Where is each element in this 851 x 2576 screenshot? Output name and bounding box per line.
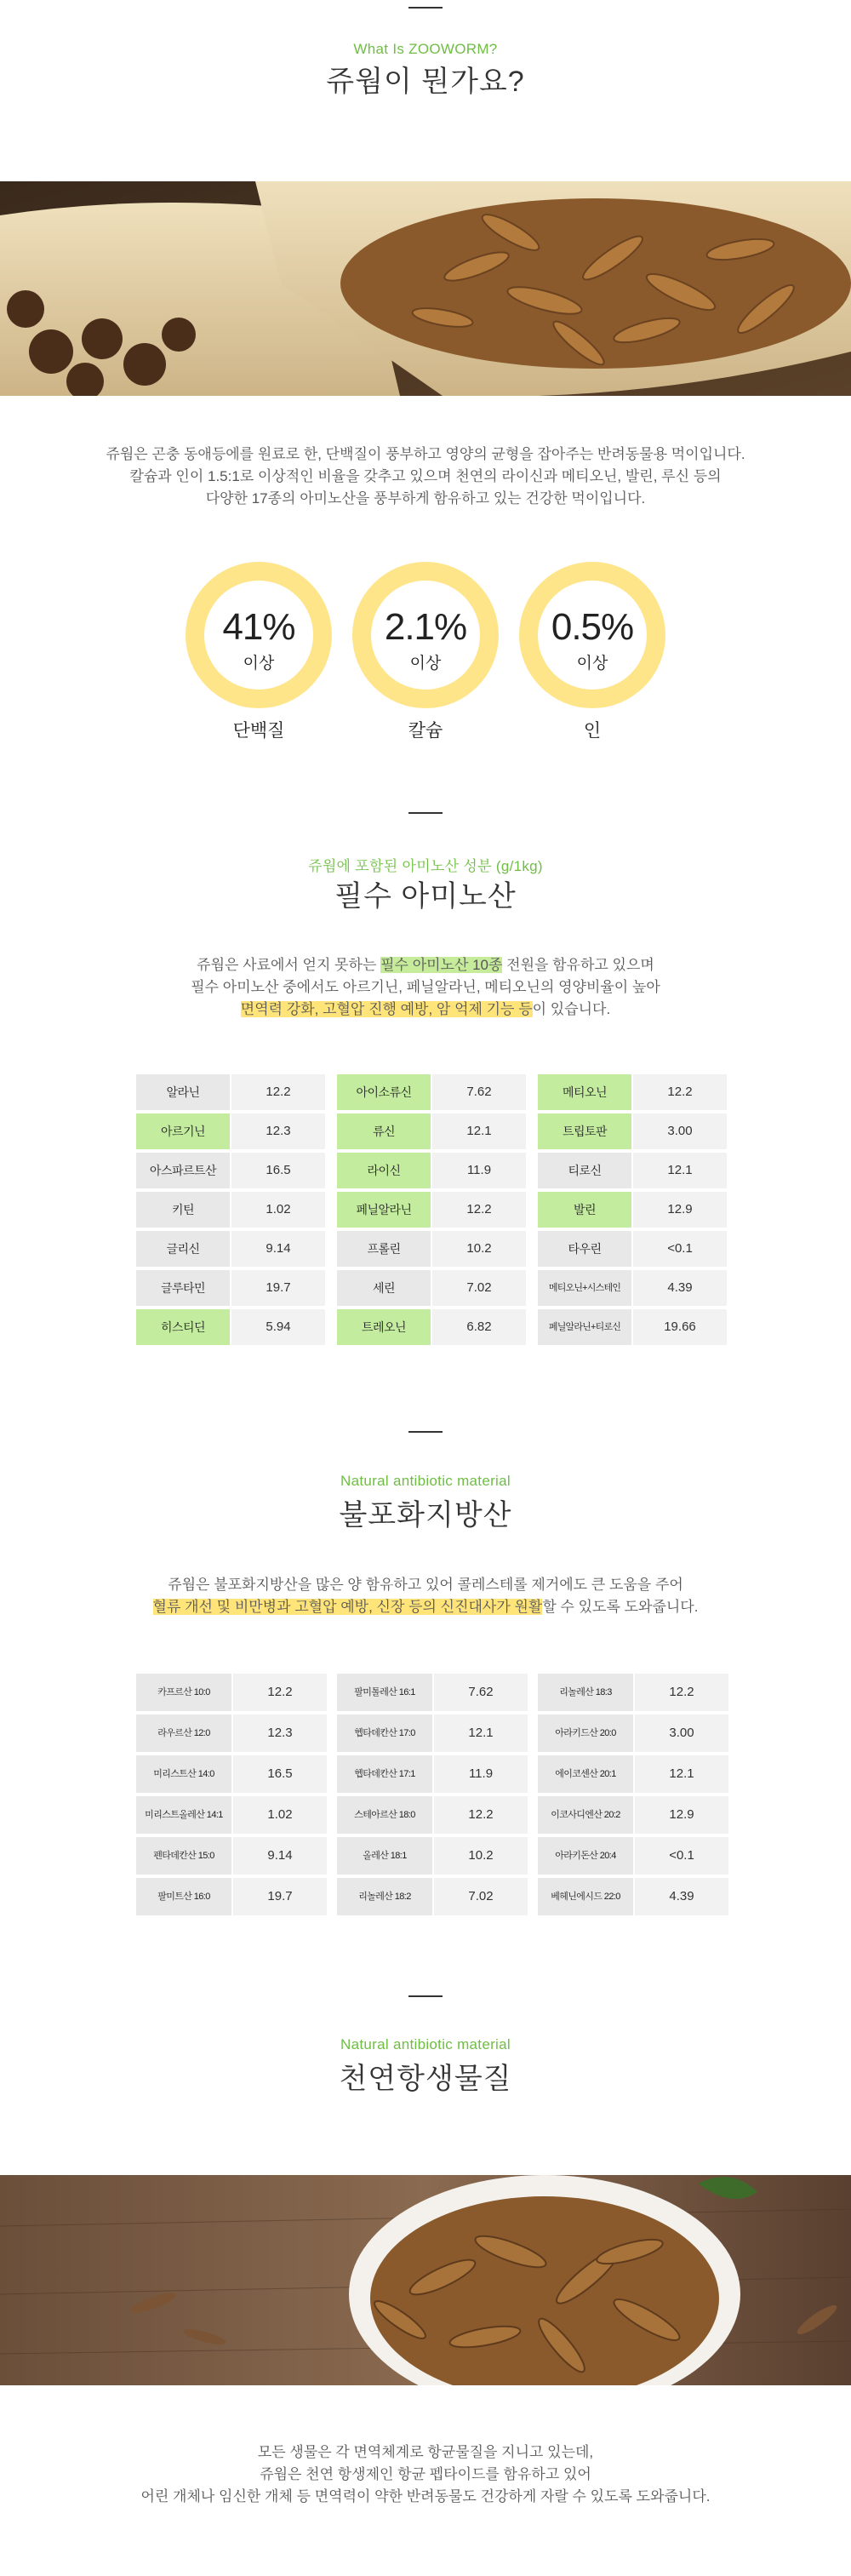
amino-acid-value: 12.2 bbox=[633, 1074, 727, 1110]
amino-acid-name: 발린 bbox=[538, 1192, 631, 1228]
nutrient-label-protein: 단백질 bbox=[232, 721, 285, 741]
antibiotic-line-3: 어린 개체나 임신한 개체 등 면역력이 약한 반려동물도 건강하게 자랄 수 있도록 도와줍니다. bbox=[140, 2488, 711, 2504]
amino-acid-name: 라이신 bbox=[337, 1153, 431, 1188]
fatty-acid-name: 펜타데칸산 15:0 bbox=[136, 1837, 231, 1875]
fatty-acid-value: 12.2 bbox=[434, 1796, 528, 1834]
amino-acid-name: 트립토판 bbox=[538, 1113, 631, 1149]
fatty-acid-name: 미리스트산 14:0 bbox=[136, 1755, 231, 1793]
amino-acid-name: 키틴 bbox=[136, 1192, 230, 1228]
nutrient-value: 41% bbox=[222, 606, 295, 648]
amino-acid-name: 메티오닌 bbox=[538, 1074, 631, 1110]
fatty-acid-name: 리놀레산 18:3 bbox=[538, 1674, 633, 1711]
amino-acid-value: 12.3 bbox=[231, 1113, 325, 1149]
amino-line-3: 면역력 강화, 고혈압 진행 예방, 암 억제 기능 등이 있습니다. bbox=[240, 1001, 611, 1017]
fatty-acid-value: 12.3 bbox=[233, 1714, 327, 1752]
amino-acid-value: 7.02 bbox=[432, 1270, 526, 1306]
amino-acid-value: 12.2 bbox=[432, 1192, 526, 1228]
fatty-acid-name: 올레산 18:1 bbox=[337, 1837, 432, 1875]
nutrient-value: 2.1% bbox=[384, 606, 467, 648]
amino-acid-name: 알라닌 bbox=[136, 1074, 230, 1110]
amino-acid-name: 트레오닌 bbox=[337, 1309, 431, 1345]
antibiotic-paragraph bbox=[0, 2441, 851, 2508]
amino-acid-name: 아이소류신 bbox=[337, 1074, 431, 1110]
amino-acid-value: 6.82 bbox=[432, 1309, 526, 1345]
fatty-acid-name: 라우르산 12:0 bbox=[136, 1714, 231, 1752]
amino-acid-name: 페닐알라닌+티로신 bbox=[538, 1309, 631, 1345]
fatty-line-1: 쥬웜은 불포화지방산을 많은 양 함유하고 있어 콜레스테롤 제거에도 큰 도움을 주어 bbox=[168, 1577, 683, 1593]
amino-acid-value: 19.7 bbox=[231, 1270, 325, 1306]
amino-acid-value: 12.9 bbox=[633, 1192, 727, 1228]
intro-line-3: 다양한 17종의 아미노산을 풍부하게 함유하고 있는 건강한 먹이입니다. bbox=[205, 490, 646, 507]
fatty-acid-value: 3.00 bbox=[635, 1714, 728, 1752]
amino-acid-value: 19.66 bbox=[633, 1309, 727, 1345]
section-divider bbox=[408, 812, 443, 814]
antibiotic-subtitle: Natural antibiotic material bbox=[340, 2036, 511, 2052]
fatty-acid-value: 16.5 bbox=[233, 1755, 327, 1793]
amino-acid-value: 12.1 bbox=[633, 1153, 727, 1188]
fatty-paragraph bbox=[0, 1574, 851, 1618]
fatty-acid-name: 리놀레산 18:2 bbox=[337, 1878, 432, 1915]
nutrient-unit: 이상 bbox=[576, 655, 608, 673]
nutrient-circle-phosphorus bbox=[519, 562, 665, 708]
fatty-acid-value: 12.2 bbox=[635, 1674, 728, 1711]
amino-paragraph bbox=[0, 954, 851, 1021]
nutrient-unit: 이상 bbox=[243, 655, 275, 673]
intro-paragraph bbox=[0, 444, 851, 510]
amino-acid-name: 티로신 bbox=[538, 1153, 631, 1188]
amino-acid-name: 글루타민 bbox=[136, 1270, 230, 1306]
fatty-acid-name: 헵타데칸산 17:0 bbox=[337, 1714, 432, 1752]
amino-acid-name: 아스파르트산 bbox=[136, 1153, 230, 1188]
antibiotic-line-2: 쥬웜은 천연 항생제인 항균 펩타이드를 함유하고 있어 bbox=[260, 2466, 591, 2482]
amino-acid-value: 5.94 bbox=[231, 1309, 325, 1345]
amino-subtitle: 쥬웜에 포함된 아미노산 성분 (g/1kg) bbox=[308, 858, 543, 874]
section-divider bbox=[408, 1995, 443, 1997]
nutrient-circle-calcium bbox=[352, 562, 499, 708]
amino-acid-name: 세린 bbox=[337, 1270, 431, 1306]
fatty-acid-value: 12.2 bbox=[233, 1674, 327, 1711]
intro-line-1: 쥬웜은 곤충 동애등에를 원료로 한, 단백질이 풍부하고 영양의 균형을 잡아주는 반려동물용 먹이입니다. bbox=[106, 446, 745, 462]
amino-acid-value: 12.2 bbox=[231, 1074, 325, 1110]
fatty-acid-name: 헵타데칸산 17:1 bbox=[337, 1755, 432, 1793]
fatty-acid-value: 12.1 bbox=[635, 1755, 728, 1793]
fatty-acid-name: 아라키드산 20:0 bbox=[538, 1714, 633, 1752]
fatty-acid-value: 12.9 bbox=[635, 1796, 728, 1834]
amino-line-2: 필수 아미노산 중에서도 아르기닌, 페닐알라닌, 메티오닌의 영양비율이 높아 bbox=[191, 979, 660, 995]
section-divider bbox=[408, 1431, 443, 1433]
nutrient-value: 0.5% bbox=[551, 606, 634, 648]
fatty-acid-name: 카프르산 10:0 bbox=[136, 1674, 231, 1711]
amino-acid-name: 타우린 bbox=[538, 1231, 631, 1267]
intro-line-2: 칼슘과 인이 1.5:1로 이상적인 비율을 갖추고 있으며 천연의 라이신과 메티오닌, 발린, 루신 등의 bbox=[129, 468, 722, 484]
nutrient-label-phosphorus: 인 bbox=[583, 721, 602, 741]
larvae-bowl-photo bbox=[0, 181, 851, 396]
intro-subtitle: What Is ZOOWORM? bbox=[353, 41, 498, 57]
fatty-acid-value: 11.9 bbox=[434, 1755, 528, 1793]
amino-line-1: 쥬웜은 사료에서 얻지 못하는 필수 아미노산 10종 전원을 함유하고 있으며 bbox=[197, 957, 654, 973]
amino-acid-value: 16.5 bbox=[231, 1153, 325, 1188]
amino-acid-name: 히스티딘 bbox=[136, 1309, 230, 1345]
amino-acid-name: 페닐알라닌 bbox=[337, 1192, 431, 1228]
antibiotic-line-1: 모든 생물은 각 면역체계로 항균물질을 지니고 있는데, bbox=[257, 2444, 594, 2460]
fatty-acid-value: 9.14 bbox=[233, 1837, 327, 1875]
section-divider bbox=[408, 7, 443, 9]
fatty-acid-name: 팔미톨레산 16:1 bbox=[337, 1674, 432, 1711]
amino-acid-name: 프롤린 bbox=[337, 1231, 431, 1267]
fatty-line-2: 혈류 개선 및 비만병과 고혈압 예방, 신장 등의 신진대사가 원활할 수 있도록 도와줍니다. bbox=[152, 1599, 699, 1615]
fatty-acid-name: 팔미트산 16:0 bbox=[136, 1878, 231, 1915]
amino-title: 필수 아미노산 bbox=[334, 880, 517, 913]
nutrient-label-calcium: 칼슘 bbox=[408, 721, 443, 741]
benefit-highlight: 혈류 개선 및 비만병과 고혈압 예방, 신장 등의 신진대사가 원활 bbox=[152, 1599, 543, 1615]
fatty-subtitle: Natural antibiotic material bbox=[340, 1473, 511, 1489]
fatty-acid-value: 10.2 bbox=[434, 1837, 528, 1875]
benefit-highlight: 면역력 강화, 고혈압 진행 예방, 암 억제 기능 등 bbox=[240, 1001, 533, 1017]
fatty-acid-value: <0.1 bbox=[635, 1837, 728, 1875]
larvae-dish-photo bbox=[0, 2175, 851, 2385]
amino-acid-value: 3.00 bbox=[633, 1113, 727, 1149]
nutrient-unit: 이상 bbox=[409, 655, 442, 673]
fatty-acid-name: 스테아르산 18:0 bbox=[337, 1796, 432, 1834]
amino-acid-value: 7.62 bbox=[432, 1074, 526, 1110]
amino-acid-value: 11.9 bbox=[432, 1153, 526, 1188]
fatty-acid-value: 7.62 bbox=[434, 1674, 528, 1711]
amino-acid-name: 아르기닌 bbox=[136, 1113, 230, 1149]
nutrient-circle-protein bbox=[186, 562, 332, 708]
amino-acid-value: 10.2 bbox=[432, 1231, 526, 1267]
amino-acid-value: <0.1 bbox=[633, 1231, 727, 1267]
amino-acid-value: 12.1 bbox=[432, 1113, 526, 1149]
antibiotic-title: 천연항생물질 bbox=[339, 2063, 512, 2095]
fatty-acid-name: 아라키돈산 20:4 bbox=[538, 1837, 633, 1875]
fatty-acid-value: 12.1 bbox=[434, 1714, 528, 1752]
intro-title: 쥬웜이 뭔가요? bbox=[326, 66, 525, 98]
amino-acid-table bbox=[136, 1074, 715, 1355]
fatty-acid-value: 19.7 bbox=[233, 1878, 327, 1915]
fatty-acid-value: 4.39 bbox=[635, 1878, 728, 1915]
amino-acid-value: 9.14 bbox=[231, 1231, 325, 1267]
fatty-title: 불포화지방산 bbox=[339, 1499, 512, 1531]
fatty-acid-name: 미리스트올레산 14:1 bbox=[136, 1796, 231, 1834]
fatty-acid-name: 이코사디엔산 20:2 bbox=[538, 1796, 633, 1834]
amino-acid-value: 4.39 bbox=[633, 1270, 727, 1306]
amino-acid-value: 1.02 bbox=[231, 1192, 325, 1228]
fatty-acid-name: 에이코센산 20:1 bbox=[538, 1755, 633, 1793]
amino-acid-name: 메티오닌+시스테인 bbox=[538, 1270, 631, 1306]
amino-acid-name: 류신 bbox=[337, 1113, 431, 1149]
essential-highlight: 필수 아미노산 10종 bbox=[380, 957, 503, 973]
amino-acid-name: 글리신 bbox=[136, 1231, 230, 1267]
fatty-acid-value: 7.02 bbox=[434, 1878, 528, 1915]
fatty-acid-name: 베헤닌에시드 22:0 bbox=[538, 1878, 633, 1915]
fatty-acid-value: 1.02 bbox=[233, 1796, 327, 1834]
fatty-acid-table bbox=[136, 1674, 715, 1929]
